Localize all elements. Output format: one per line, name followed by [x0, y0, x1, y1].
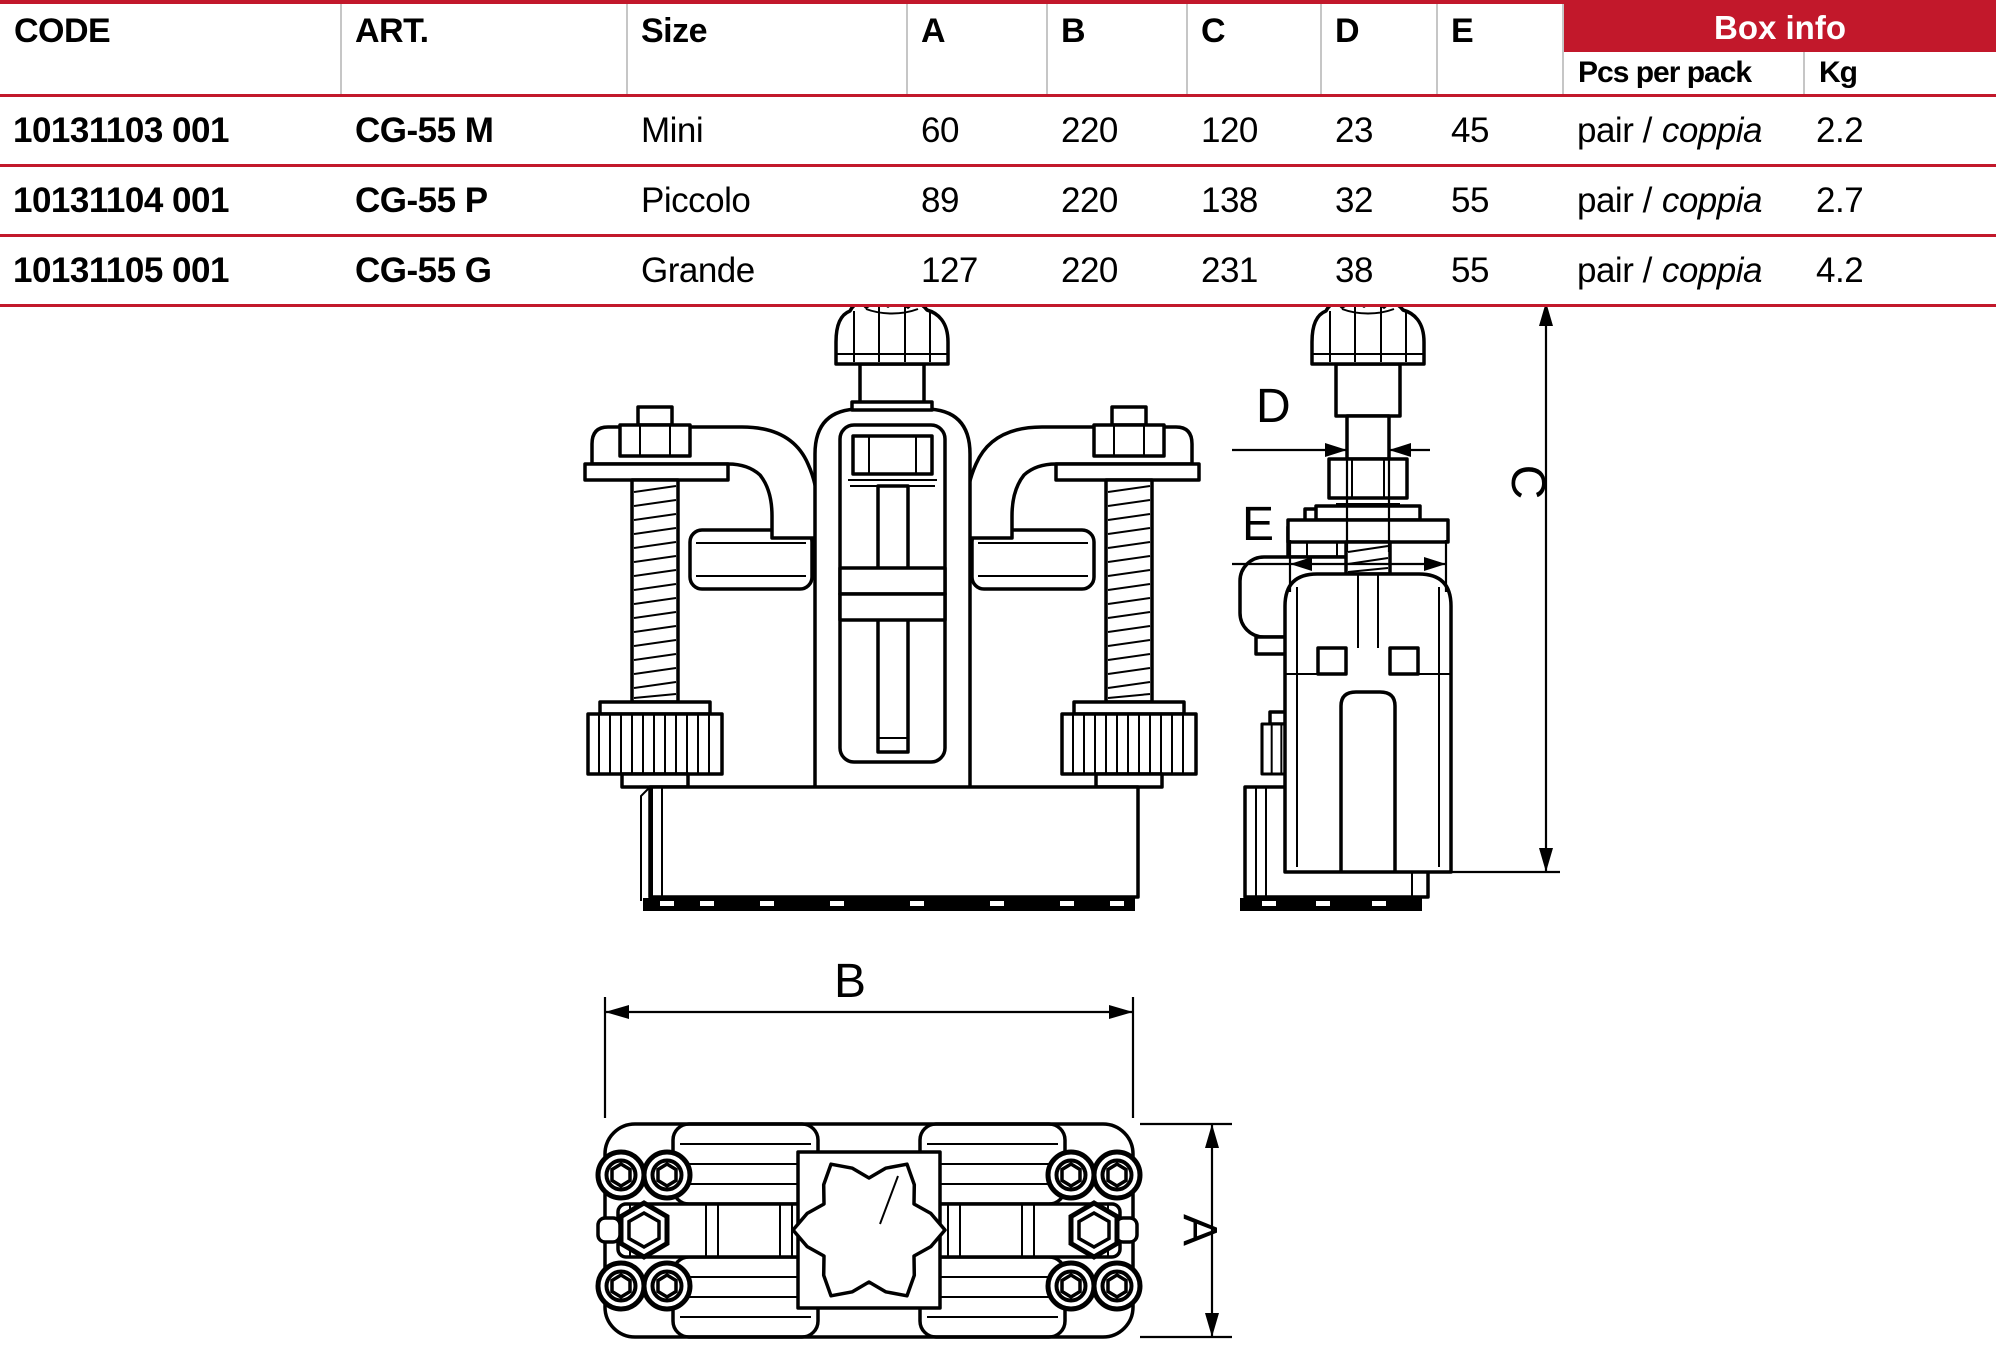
neck — [1347, 416, 1389, 459]
cell-art: CG-55 G — [355, 250, 492, 290]
hex-nut — [1094, 425, 1164, 456]
col-header-a: A — [908, 4, 1048, 94]
cell-b: 220 — [1061, 180, 1118, 220]
cell-a: 127 — [921, 250, 978, 290]
cell-size: Piccolo — [641, 180, 751, 220]
top-view — [598, 955, 1232, 1337]
cell-art: CG-55 P — [355, 180, 488, 220]
cell-d: 32 — [1335, 180, 1373, 220]
cell-e: 45 — [1451, 110, 1489, 150]
cell-a: 60 — [921, 110, 959, 150]
table-row — [0, 97, 1996, 167]
star-knob — [836, 307, 948, 364]
threaded-rod — [632, 480, 678, 702]
cell-code: 10131104 001 — [13, 180, 229, 220]
base-plate — [641, 787, 1138, 911]
dim-label-d: D — [1256, 380, 1291, 433]
product-spec-table — [0, 0, 1996, 307]
col-header-c: C — [1188, 4, 1322, 94]
screw-cap — [638, 407, 672, 425]
flange — [1288, 520, 1448, 542]
side-column — [1285, 307, 1451, 872]
cell-art: CG-55 M — [355, 110, 494, 150]
col-header-d: D — [1322, 4, 1438, 94]
cell-e: 55 — [1451, 250, 1489, 290]
pack-it: coppia — [1661, 250, 1762, 290]
cell-d: 38 — [1335, 250, 1373, 290]
cell-size: Mini — [641, 110, 704, 150]
col-header-size: Size — [628, 4, 908, 94]
knurled-nut — [588, 714, 722, 774]
cell-pack — [1564, 251, 1803, 291]
col-header-b: B — [1048, 4, 1188, 94]
hex-nut — [1329, 459, 1407, 498]
pack-en: pair / — [1577, 250, 1652, 290]
cell-c: 138 — [1201, 180, 1258, 220]
table-header — [0, 4, 1996, 97]
right-screw-bracket — [966, 407, 1199, 787]
threaded-rod — [1106, 480, 1152, 702]
star-knob — [1312, 307, 1424, 364]
cell-c: 120 — [1201, 110, 1258, 150]
cell-kg: 2.7 — [1816, 180, 1864, 220]
dim-label-e: E — [1242, 498, 1275, 551]
box-info-banner: Box info — [1564, 4, 1996, 52]
col-header-kg: Kg — [1803, 52, 1996, 94]
dimension-a — [1140, 1124, 1232, 1337]
knurled-nut — [1062, 714, 1196, 774]
cell-code: 10131103 001 — [13, 110, 229, 150]
screw-cap — [1112, 407, 1146, 425]
cross-bar — [840, 568, 945, 594]
cell-c: 231 — [1201, 250, 1258, 290]
front-knob — [836, 307, 948, 410]
cell-code: 10131105 001 — [13, 250, 229, 290]
side-thread-lower — [1346, 542, 1390, 574]
cell-kg: 4.2 — [1816, 250, 1864, 290]
side-view — [1232, 307, 1560, 911]
clamp-foot — [1285, 574, 1451, 872]
col-header-code: CODE — [0, 4, 342, 94]
table-row — [0, 237, 1996, 307]
col-header-art: ART. — [342, 4, 628, 94]
col-header-e: E — [1438, 4, 1564, 94]
dimension-b — [605, 955, 1133, 1118]
dim-label-a: A — [1173, 1213, 1226, 1247]
dim-label-c: C — [1501, 464, 1554, 500]
center-tower — [815, 409, 970, 787]
pack-en: pair / — [1577, 110, 1652, 150]
col-header-pcs-per-pack: Pcs per pack — [1578, 56, 1752, 89]
hex-nut — [620, 425, 690, 456]
cell-pack — [1564, 111, 1803, 151]
cell-d: 23 — [1335, 110, 1373, 150]
pack-en: pair / — [1577, 180, 1652, 220]
technical-drawing — [0, 307, 1996, 1364]
cell-a: 89 — [921, 180, 959, 220]
top-knob — [793, 1152, 945, 1308]
pack-it: coppia — [1661, 180, 1762, 220]
front-view — [585, 307, 1199, 911]
center-hex-nut — [853, 436, 932, 474]
table-row — [0, 167, 1996, 237]
cell-e: 55 — [1451, 180, 1489, 220]
cell-pack — [1564, 181, 1803, 221]
left-screw-bracket — [585, 407, 818, 787]
pack-it: coppia — [1661, 110, 1762, 150]
cell-b: 220 — [1061, 250, 1118, 290]
cell-size: Grande — [641, 250, 755, 290]
cell-b: 220 — [1061, 110, 1118, 150]
cell-kg: 2.2 — [1816, 110, 1864, 150]
dim-label-b: B — [833, 955, 867, 1008]
